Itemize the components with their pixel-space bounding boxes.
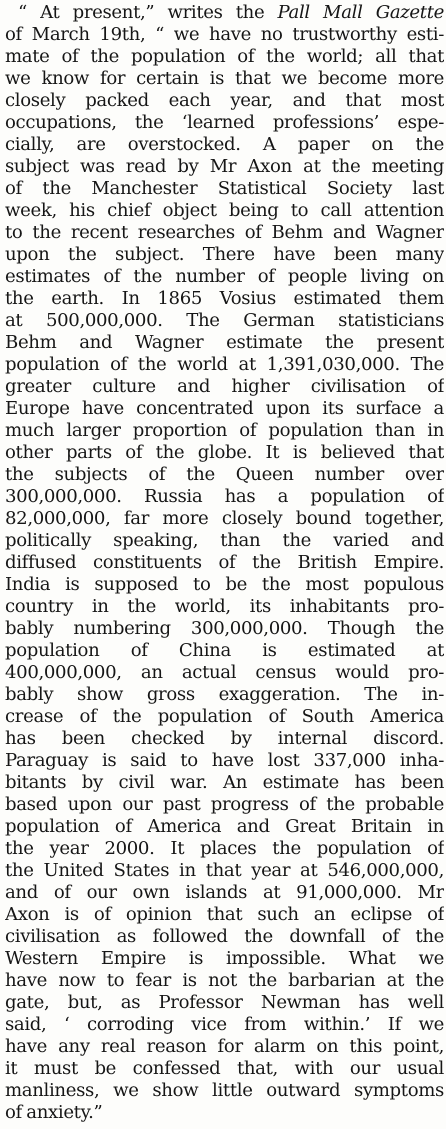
article-line-11: to the recent researches of Behm and Wagner	[5, 222, 444, 243]
article-line-39: the year 2000. It places the population of	[5, 838, 444, 859]
article-line-35: Paraguay is said to have lost 337,000 inha-	[5, 750, 444, 771]
article-line-2: of March 19th, “ we have no trustworthy esti-	[5, 24, 444, 45]
article-line-14: the earth. In 1865 Vosius estimated them	[5, 288, 444, 309]
publication-name: Pall Mall Gazette	[277, 2, 444, 23]
article-line-36: bitants by civil war. An estimate has been	[5, 772, 444, 793]
article-line-43: civilisation as followed the downfall of the	[5, 926, 444, 947]
article-line-9: of the Manchester Statistical Society last	[5, 178, 444, 199]
article-line-13: estimates of the number of people living on	[5, 266, 444, 287]
article-line-1-lead: “ At present,” writes the	[18, 2, 278, 23]
article-line-30: population of China is estimated at	[5, 640, 444, 661]
article-line-16: Behm and Wagner estimate the present	[5, 332, 444, 353]
article-line-51: of anxiety.”	[5, 1102, 103, 1123]
article-line-3: mate of the population of the world; all that	[5, 46, 444, 67]
article-line-32: bably show gross exaggeration. The in-	[5, 684, 444, 705]
article-line-42: Axon is of opinion that such an eclipse of	[5, 904, 444, 925]
article-line-24: 82,000,000, far more closely bound together,	[5, 508, 444, 529]
article-line-7: cially, are overstocked. A paper on the	[5, 134, 444, 155]
article-line-50: manliness, we show little outward symptoms	[5, 1080, 444, 1101]
article-line-10: week, his chief object being to call attention	[5, 200, 444, 221]
article-line-37: based upon our past progress of the probable	[5, 794, 444, 815]
article-line-21: other parts of the globe. It is believed that	[5, 442, 444, 463]
article-line-18: greater culture and higher civilisation of	[5, 376, 444, 397]
article-line-45: have now to fear is not the barbarian at the	[5, 970, 444, 991]
article-line-19: Europe have concentrated upon its surface a	[5, 398, 444, 419]
article-line-49: it must be confessed that, with our usual	[5, 1058, 444, 1079]
article-line-4: we know for certain is that we become more	[5, 68, 444, 89]
article-column	[5, 2, 444, 1124]
article-line-5: closely packed each year, and that most	[5, 90, 444, 111]
article-line-20: much larger proportion of population than in	[5, 420, 444, 441]
article-line-40: the United States in that year at 546,000,000,	[5, 860, 444, 881]
article-line-47: said, ‘ corroding vice from within.’ If we	[5, 1014, 444, 1035]
article-line-28: country in the world, its inhabitants pro-	[5, 596, 444, 617]
article-line-12: upon the subject. There have been many	[5, 244, 444, 265]
article-line-26: diffused constituents of the British Empire.	[5, 552, 444, 573]
article-line-6: occupations, the ‘learned professions’ espe-	[5, 112, 444, 133]
article-line-8: subject was read by Mr Axon at the meeting	[5, 156, 444, 177]
article-line-41: and of our own islands at 91,000,000. Mr	[5, 882, 444, 903]
article-line-34: has been checked by internal discord.	[5, 728, 444, 749]
article-line-38: population of America and Great Britain in	[5, 816, 444, 837]
article-line-29: bably numbering 300,000,000. Though the	[5, 618, 444, 639]
article-line-46: gate, but, as Professor Newman has well	[5, 992, 444, 1013]
article-line-44: Western Empire is impossible. What we	[5, 948, 444, 969]
article-line-48: have any real reason for alarm on this point,	[5, 1036, 444, 1057]
article-line-15: at 500,000,000. The German statisticians	[5, 310, 444, 331]
article-line-23: 300,000,000. Russia has a population of	[5, 486, 444, 507]
article-line-25: politically speaking, than the varied and	[5, 530, 444, 551]
article-line-27: India is supposed to be the most populous	[5, 574, 444, 595]
article-line-1	[5, 2, 444, 24]
article-line-17: population of the world at 1,391,030,000. The	[5, 354, 444, 375]
article-line-31: 400,000,000, an actual census would pro-	[5, 662, 444, 683]
article-line-22: the subjects of the Queen number over	[5, 464, 444, 485]
article-line-33: crease of the population of South America	[5, 706, 444, 727]
